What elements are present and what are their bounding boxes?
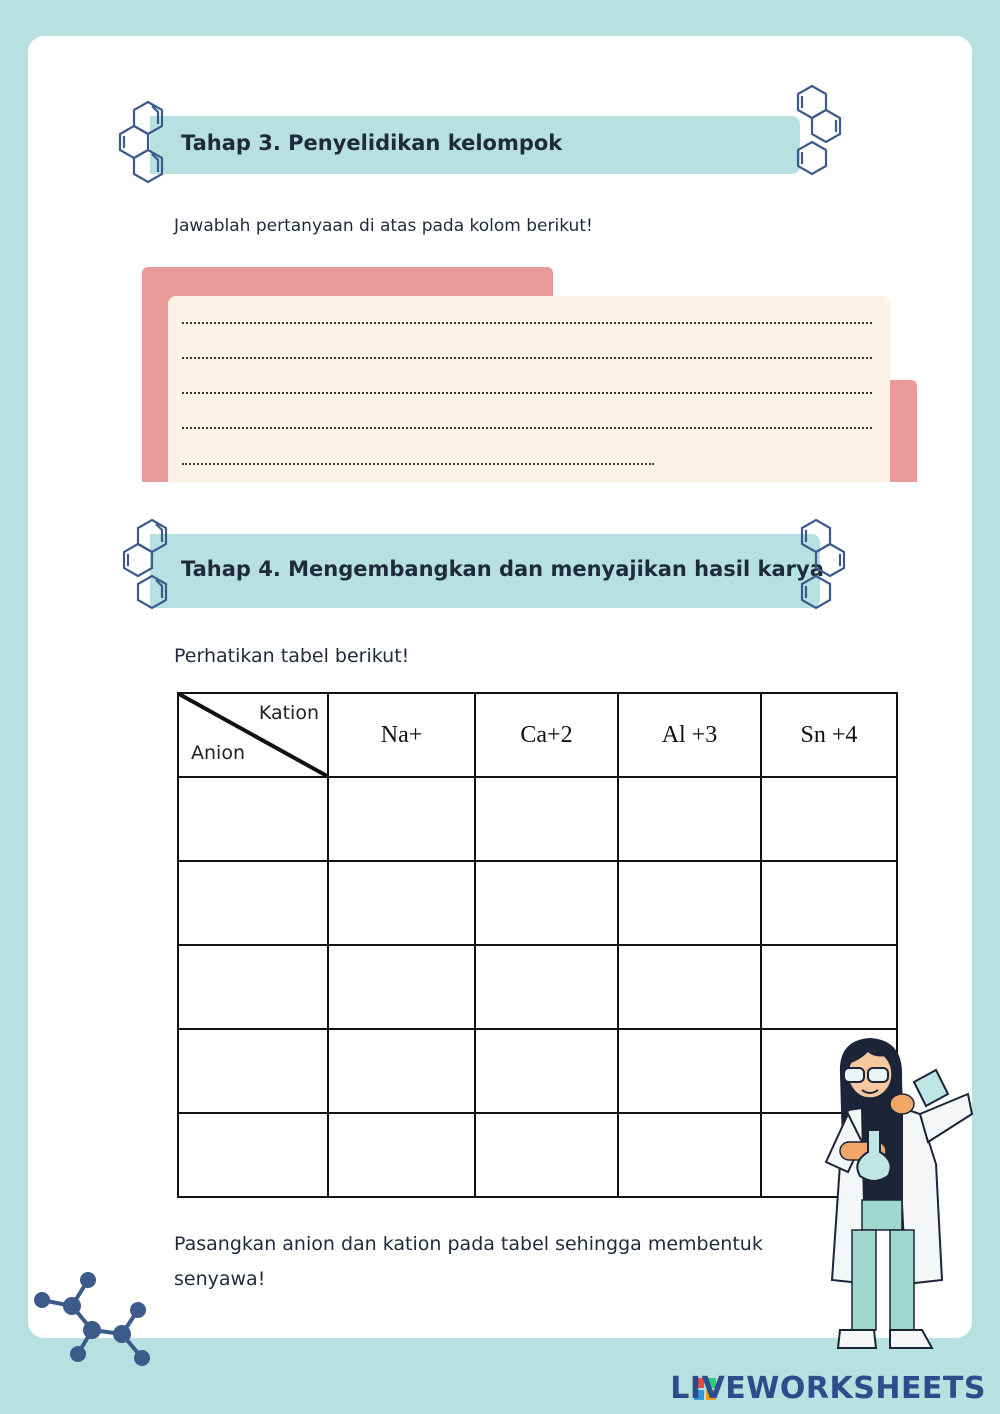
footer-instruction-line2: senyawa! xyxy=(174,1268,266,1290)
answer-line[interactable] xyxy=(182,392,872,394)
table-cell[interactable] xyxy=(618,1113,761,1197)
table-corner-cell xyxy=(178,693,328,777)
footer-instruction-line1: Pasangkan anion dan kation pada tabel sehingga membentuk xyxy=(174,1233,763,1255)
table-row xyxy=(178,777,897,861)
molecule-hexagon-icon xyxy=(116,516,182,624)
table-cell[interactable] xyxy=(618,945,761,1029)
table-row xyxy=(178,945,897,1029)
column-header-al: Al +3 xyxy=(618,693,761,777)
section4-instruction: Perhatikan tabel berikut! xyxy=(174,645,410,667)
answer-line[interactable] xyxy=(182,322,872,324)
answer-line[interactable] xyxy=(182,463,654,465)
table-cell[interactable] xyxy=(475,777,618,861)
table-cell[interactable] xyxy=(761,861,897,945)
column-header-na: Na+ xyxy=(328,693,475,777)
scientist-illustration xyxy=(818,1034,978,1360)
table-cell[interactable] xyxy=(328,1029,475,1113)
table-cell[interactable] xyxy=(475,861,618,945)
corner-label-kation: Kation xyxy=(258,702,319,724)
table-header-row xyxy=(178,693,897,777)
answer-line[interactable] xyxy=(182,427,872,429)
molecule-hexagon-icon xyxy=(794,516,860,624)
table-cell[interactable] xyxy=(328,1113,475,1197)
table-cell[interactable] xyxy=(475,1113,618,1197)
column-header-sn: Sn +4 xyxy=(761,693,897,777)
table-cell[interactable] xyxy=(618,861,761,945)
section3-instruction: Jawablah pertanyaan di atas pada kolom berikut! xyxy=(174,216,593,236)
table-cell[interactable] xyxy=(328,861,475,945)
table-cell[interactable] xyxy=(475,1029,618,1113)
table-row xyxy=(178,1029,897,1113)
answer-line[interactable] xyxy=(182,357,872,359)
table-cell[interactable] xyxy=(328,777,475,861)
liveworksheets-brand[interactable]: LIVEWORKSHEETS xyxy=(670,1371,986,1406)
table-cell[interactable] xyxy=(178,861,328,945)
table-cell[interactable] xyxy=(178,1029,328,1113)
molecule-hexagon-icon xyxy=(112,98,178,202)
molecule-hexagon-icon xyxy=(790,82,856,190)
cation-anion-table xyxy=(177,692,898,1198)
table-cell[interactable] xyxy=(328,945,475,1029)
table-cell[interactable] xyxy=(475,945,618,1029)
table-row xyxy=(178,1113,897,1197)
table-cell[interactable] xyxy=(178,945,328,1029)
table-cell[interactable] xyxy=(618,1029,761,1113)
section3-title: Tahap 3. Penyelidikan kelompok xyxy=(181,131,563,155)
molecule-model-icon xyxy=(30,1268,160,1370)
table-cell[interactable] xyxy=(618,777,761,861)
table-cell[interactable] xyxy=(178,777,328,861)
section4-title: Tahap 4. Mengembangkan dan menyajikan hasil karya xyxy=(181,557,824,581)
corner-label-anion: Anion xyxy=(191,742,245,764)
table-row xyxy=(178,861,897,945)
answer-box[interactable] xyxy=(168,296,890,482)
table-cell[interactable] xyxy=(178,1113,328,1197)
column-header-ca: Ca+2 xyxy=(475,693,618,777)
table-cell[interactable] xyxy=(761,777,897,861)
table-cell[interactable] xyxy=(761,945,897,1029)
